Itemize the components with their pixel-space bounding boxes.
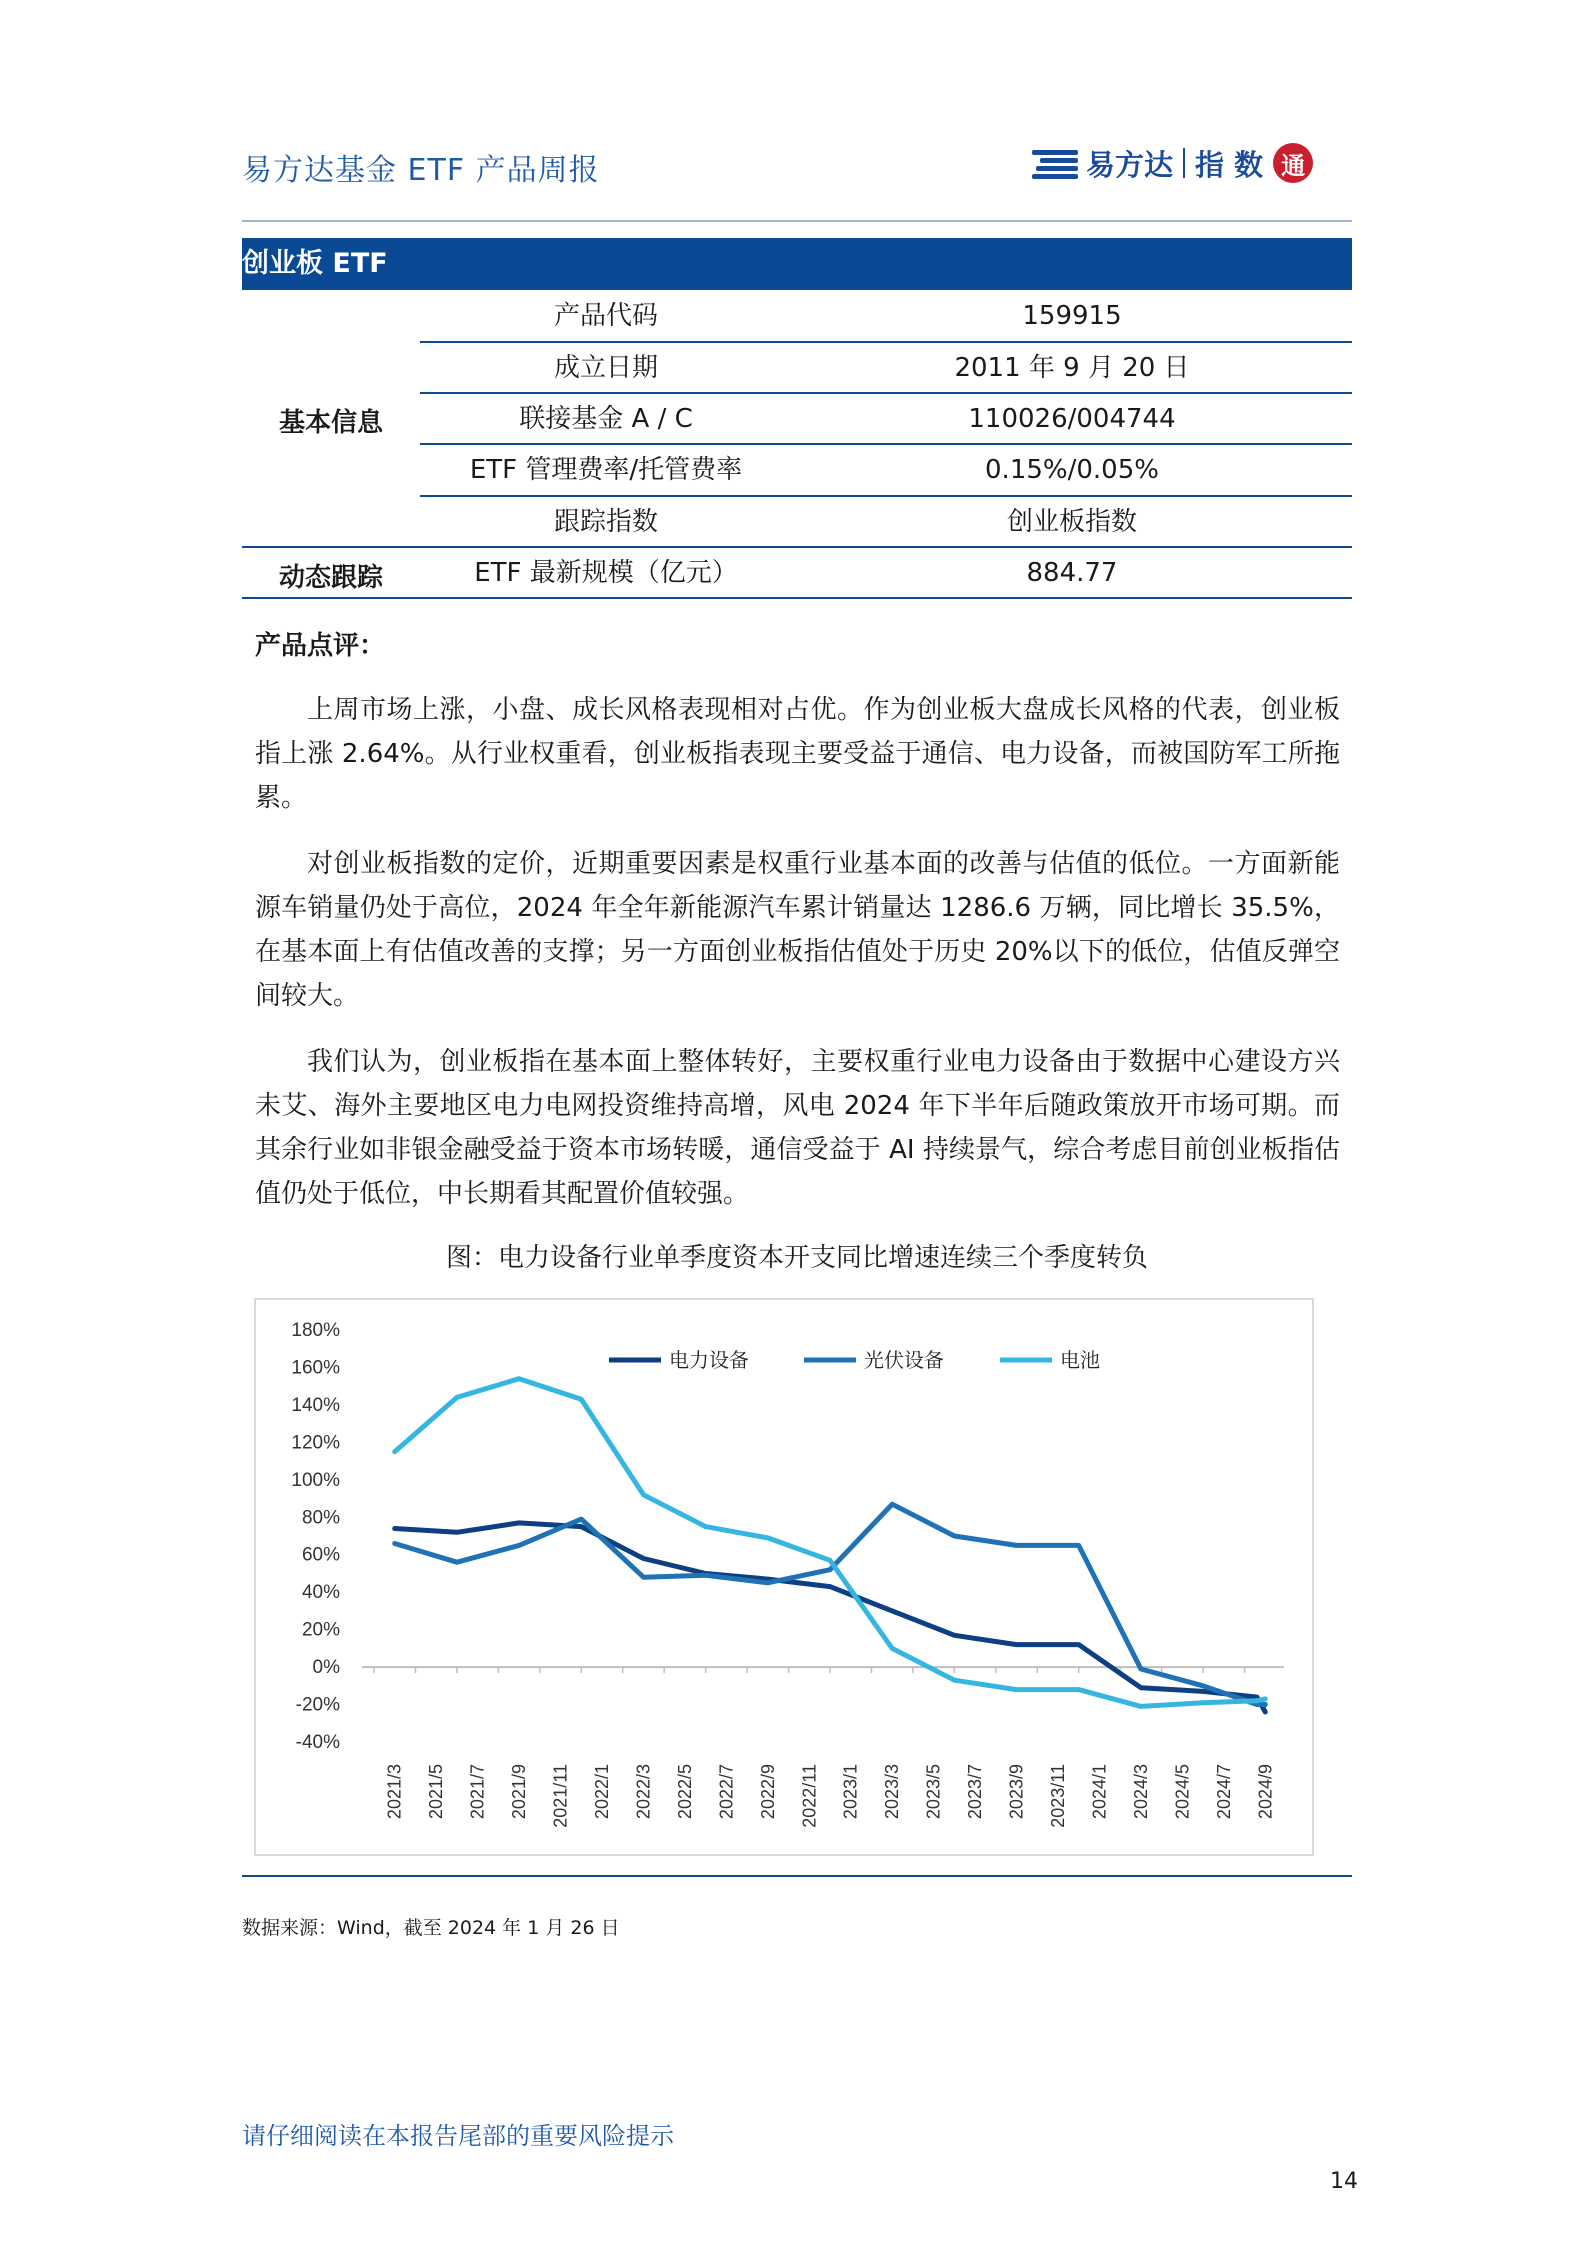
review-title: 产品点评： [255, 631, 386, 661]
row-label: 成立日期 [553, 353, 658, 383]
y-tick-label: 160% [291, 1357, 340, 1379]
table-row [420, 394, 1352, 445]
row-value: 884.77 [1026, 558, 1118, 588]
review-paragraph: 上周市场上涨，小盘、成长风格表现相对占优。作为创业板大盘成长风格的代表，创业板指上涨 2.64%。从行业权重看，创业板指表现主要受益于通信、电力设备，而被国防军工所拖累。 [255, 695, 1340, 813]
x-tick-label: 2024/7 [1213, 1764, 1234, 1820]
logo-divider [1183, 148, 1185, 178]
group-label-dynamic: 动态跟踪 [278, 563, 383, 593]
x-tick-label: 2023/5 [923, 1764, 944, 1820]
group-label-basic: 基本信息 [278, 408, 383, 438]
source-divider [242, 1875, 1352, 1877]
x-tick-label: 2022/5 [674, 1764, 695, 1820]
x-tick-label: 2024/1 [1089, 1764, 1110, 1820]
x-tick-label: 2023/7 [965, 1764, 986, 1820]
y-tick-label: 80% [301, 1507, 340, 1529]
table-row [420, 343, 1352, 394]
table-bottom-border [242, 597, 1352, 599]
report-title: 易方达基金 ETF 产品周报 [242, 153, 600, 188]
x-tick-label: 2024/5 [1172, 1764, 1193, 1820]
table-row [420, 497, 1352, 548]
row-value: 2011 年 9 月 20 日 [954, 353, 1190, 383]
y-tick-label: 20% [301, 1619, 340, 1641]
x-tick-label: 2022/9 [757, 1764, 778, 1820]
figure-title: 图：电力设备行业单季度资本开支同比增速连续三个季度转负 [445, 1243, 1148, 1273]
logo-product: 指 数 [1195, 147, 1264, 182]
x-tick-label: 2021/9 [509, 1764, 530, 1820]
line-chart [256, 1300, 1312, 1854]
logo-brand: 易方达 [1086, 147, 1174, 182]
x-tick-label: 2022/11 [799, 1764, 820, 1828]
legend-label: 光伏设备 [864, 1348, 944, 1372]
y-tick-label: 180% [291, 1320, 340, 1341]
y-tick-label: 60% [301, 1544, 340, 1566]
risk-notice: 请仔细阅读在本报告尾部的重要风险提示 [242, 2122, 674, 2150]
row-label: 产品代码 [553, 301, 658, 331]
y-tick-label: -20% [295, 1694, 340, 1716]
row-value: 159915 [1022, 301, 1122, 331]
table-title-bar [242, 238, 1352, 290]
x-tick-label: 2021/11 [550, 1764, 571, 1828]
x-tick-label: 2023/9 [1006, 1764, 1027, 1820]
y-tick-label: 0% [312, 1657, 340, 1679]
table-title: 创业板 ETF [242, 248, 388, 279]
y-tick-label: 40% [301, 1582, 340, 1604]
chart-frame [254, 1298, 1314, 1856]
page-number: 14 [1330, 2169, 1358, 2194]
review-paragraph: 我们认为，创业板指在基本面上整体转好，主要权重行业电力设备由于数据中心建设方兴未艾、海外主要地区电力电网投资维持高增，风电 2024 年下半年后随政策放开市场可期。而其余行业如非银金融受益于资本市场转暖，通信受益于 AI 持续景气，综合考虑目前创业板指估值仍处于低位，中长期看其配置价值较强。 [255, 1047, 1340, 1209]
x-tick-label: 2021/3 [384, 1764, 405, 1820]
table-row [420, 548, 1352, 599]
legend-label: 电池 [1060, 1348, 1100, 1372]
row-label: 跟踪指数 [553, 507, 658, 537]
review-paragraph: 对创业板指数的定价，近期重要因素是权重行业基本面的改善与估值的低位。一方面新能源车销量仍处于高位，2024 年全年新能源汽车累计销量达 1286.6 万辆，同比增长 35.5%，在基本面上有估值改善的支撑；另一方面创业板指估值处于历史 20%以下的低位，估值反弹空间较大。 [255, 849, 1340, 1011]
row-label: ETF 最新规模（亿元） [474, 558, 738, 588]
series-line-电力设备 [395, 1523, 1266, 1712]
logo-mark-icon [1032, 148, 1078, 178]
row-value: 创业板指数 [1006, 507, 1137, 537]
y-tick-label: 140% [291, 1394, 340, 1416]
x-tick-label: 2024/9 [1255, 1764, 1276, 1820]
x-tick-label: 2021/7 [467, 1764, 488, 1820]
company-logo [1032, 138, 1313, 188]
row-value: 0.15%/0.05% [985, 455, 1159, 485]
x-tick-label: 2022/7 [716, 1764, 737, 1820]
x-tick-label: 2023/3 [882, 1764, 903, 1820]
table-row [420, 291, 1352, 342]
table-row [420, 445, 1352, 496]
y-tick-label: 120% [291, 1432, 340, 1454]
series-line-光伏设备 [395, 1504, 1266, 1704]
x-tick-label: 2023/11 [1048, 1764, 1068, 1828]
x-tick-label: 2022/3 [633, 1764, 654, 1820]
data-source: 数据来源：Wind，截至 2024 年 1 月 26 日 [242, 1917, 620, 1939]
row-label: 联接基金 A / C [519, 404, 693, 434]
row-value: 110026/004744 [968, 404, 1176, 434]
row-label: ETF 管理费率/托管费率 [469, 455, 743, 485]
logo-seal: 通 [1273, 143, 1313, 183]
y-tick-label: -40% [295, 1732, 340, 1753]
y-tick-label: 100% [291, 1469, 340, 1491]
x-tick-label: 2023/1 [840, 1764, 861, 1820]
x-tick-label: 2021/5 [426, 1764, 447, 1820]
x-tick-label: 2022/1 [592, 1764, 612, 1820]
header-divider [242, 220, 1352, 222]
legend-label: 电力设备 [669, 1348, 749, 1372]
x-tick-label: 2024/3 [1130, 1764, 1151, 1820]
